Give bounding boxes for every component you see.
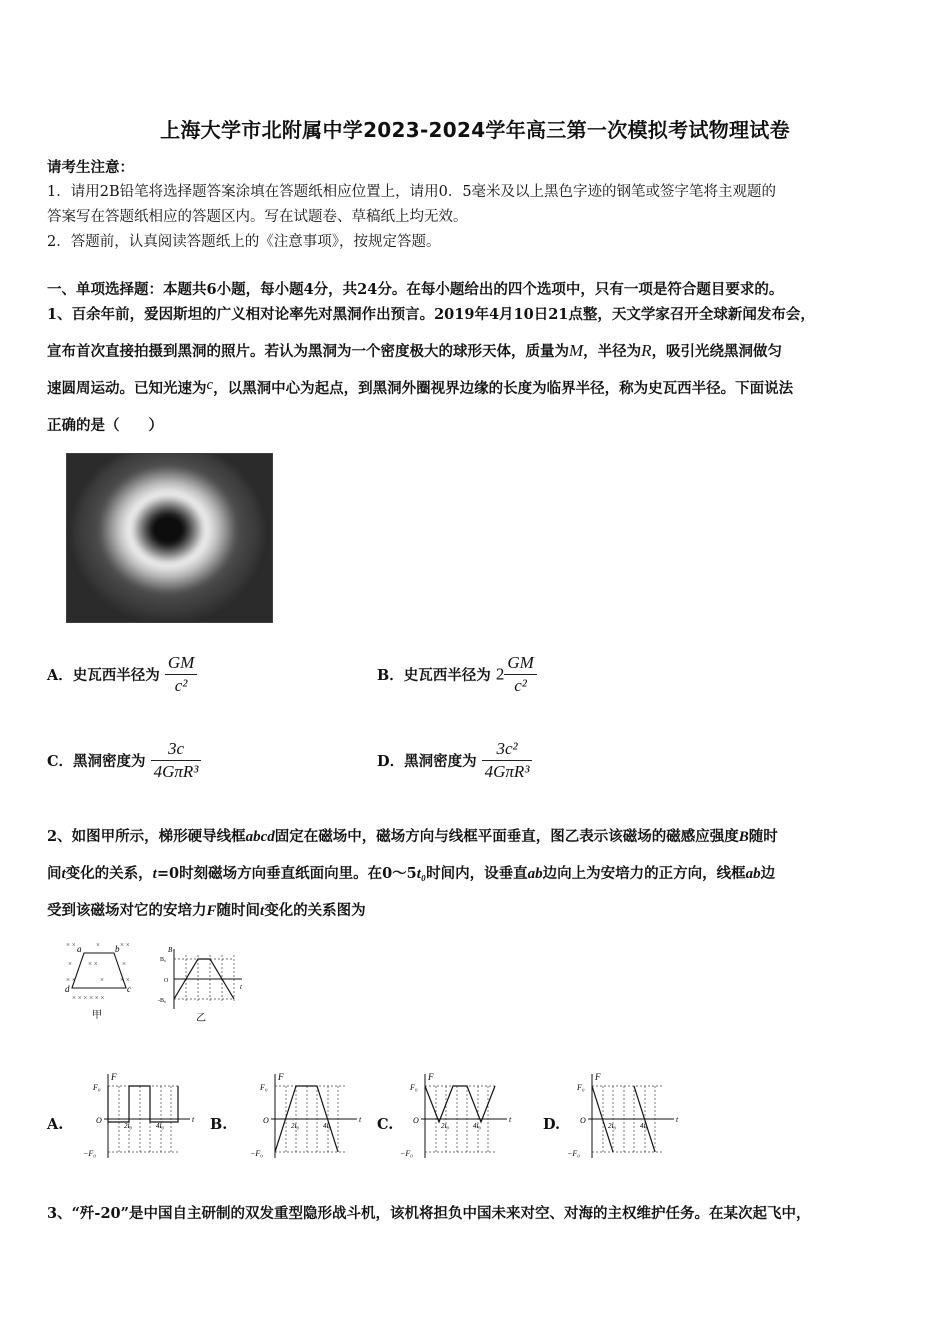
- label-b: b: [115, 944, 120, 954]
- svg-text:O: O: [164, 978, 169, 984]
- q1-option-d[interactable]: D．黑洞密度为 $\frac{\text{3c²}}{\text{4GπR³}}$: [377, 738, 532, 783]
- tick-neg-f0: −F₀: [83, 1149, 97, 1158]
- tick-4t0: 4t₀: [323, 1122, 331, 1130]
- q2-choice-c-graph[interactable]: [395, 1070, 520, 1158]
- tick-neg-f0: −F₀: [567, 1149, 581, 1158]
- q3-line-1: 3、“歼-20”是中国自主研制的双发重型隐形战斗机，该机将担负中国未来对空、对海的主权维护任务。在某次起飞中，: [47, 1205, 811, 1222]
- figure-yi: [158, 945, 248, 1025]
- svg-text:× ×: × ×: [88, 960, 98, 968]
- q2-line-2: 间t变化的关系，t=0时刻磁场方向垂直纸面向里。在0～5t₀时间内，设垂直ab边向上为安培力的正方向，线框ab边: [47, 865, 776, 882]
- var-r: R: [641, 341, 652, 360]
- svg-text:× ×: × ×: [66, 976, 76, 984]
- svg-text:× ×: × ×: [66, 941, 76, 949]
- tick-f0: F₀: [93, 1083, 101, 1092]
- q2-choice-c-letter[interactable]: C.: [377, 1116, 394, 1133]
- axis-label-t: t: [359, 1115, 362, 1124]
- label-d: d: [65, 984, 70, 994]
- notice-line-1a: 1．请用2B铅笔将选择题答案涂填在答题纸相应位置上，请用0．5毫米及以上黑色字迹的钢笔或签字笔将主观题的: [47, 184, 777, 200]
- tick-4t0: 4t₀: [473, 1122, 481, 1130]
- q2-choice-b-letter[interactable]: B.: [210, 1116, 228, 1133]
- axis-label-f: F: [111, 1072, 117, 1082]
- origin-label: O: [580, 1116, 586, 1125]
- axis-label-t: t: [192, 1115, 195, 1124]
- tick-f0: F₀: [260, 1083, 268, 1092]
- tick-f0: F₀: [577, 1083, 585, 1092]
- svg-text:B: B: [168, 946, 173, 954]
- svg-text:× ×: × ×: [120, 941, 130, 949]
- q1-option-b[interactable]: B．史瓦西半径为 2 $\frac{GM}{\text{c²}}$: [377, 652, 537, 697]
- axis-label-f: F: [428, 1072, 434, 1082]
- tick-4t0: 4t₀: [640, 1122, 648, 1130]
- svg-text:×: ×: [96, 941, 100, 949]
- section-heading: 一、单项选择题：本题共6小题，每小题4分，共24分。在每小题给出的四个选项中，只有一项是符合题目要求的。: [47, 281, 784, 298]
- svg-text:t: t: [240, 983, 242, 991]
- svg-text:×: ×: [122, 960, 126, 968]
- tick-2t0: 2t₀: [124, 1122, 132, 1130]
- svg-text:× ×: × ×: [120, 976, 130, 984]
- notice-line-1b: 答案写在答题纸相应的答题区内。写在试题卷、草稿纸上均无效。: [47, 209, 468, 225]
- svg-text:× × × × × ×: × × × × × ×: [72, 994, 105, 1002]
- tick-neg-f0: −F₀: [400, 1149, 414, 1158]
- label-a: a: [77, 944, 82, 954]
- var-c: c: [206, 377, 214, 393]
- caption-jia: 甲: [92, 1010, 102, 1021]
- q1-line-1: 1、百余年前，爱因斯坦的广义相对论率先对黑洞作出预言。2019年4月10日21点整，天文学家召开全球新闻发布会，: [47, 306, 815, 323]
- q1-line-2: 宣布首次直接拍摄到黑洞的照片。若认为黑洞为一个密度极大的球形天体，质量为M，半径为R，吸引光绕黑洞做匀: [47, 341, 783, 360]
- label-c: c: [127, 984, 131, 994]
- axis-label-t: t: [509, 1115, 512, 1124]
- figure-jia: [62, 938, 142, 1022]
- q2-choice-d-graph[interactable]: [562, 1070, 687, 1158]
- tick-2t0: 2t₀: [441, 1122, 449, 1130]
- q1-option-c[interactable]: C．黑洞密度为 $\frac{3c}{\text{4GπR³}}$: [47, 738, 201, 783]
- q2-choice-a-graph[interactable]: [78, 1070, 198, 1158]
- tick-2t0: 2t₀: [608, 1122, 616, 1130]
- origin-label: O: [263, 1116, 269, 1125]
- svg-text:×: ×: [68, 960, 72, 968]
- tick-f0: F₀: [410, 1083, 418, 1092]
- black-hole-image: [66, 453, 273, 623]
- svg-text:B₀: B₀: [160, 957, 167, 963]
- q2-line-1: 2、如图甲所示，梯形硬导线框abcd固定在磁场中，磁场方向与线框平面垂直，图乙表示该磁场的磁感应强度B随时: [47, 828, 778, 845]
- q2-choice-d-letter[interactable]: D.: [543, 1116, 561, 1133]
- svg-text:-B₀: -B₀: [158, 998, 167, 1004]
- page-title: 上海大学市北附属中学2023-2024学年高三第一次模拟考试物理试卷: [160, 118, 790, 142]
- caption-yi: 乙: [196, 1013, 206, 1024]
- var-m: M: [569, 341, 584, 360]
- q2-choice-a-letter[interactable]: A.: [47, 1116, 64, 1133]
- axis-label-t: t: [676, 1115, 679, 1124]
- q1-line-3: 速圆周运动。已知光速为c，以黑洞中心为起点，到黑洞外圈视界边缘的长度为临界半径，称为史瓦西半径。下面说法: [47, 377, 794, 397]
- tick-4t0: 4t₀: [156, 1122, 164, 1130]
- origin-label: O: [413, 1116, 419, 1125]
- tick-2t0: 2t₀: [291, 1122, 299, 1130]
- axis-label-f: F: [595, 1072, 601, 1082]
- origin-label: O: [96, 1116, 102, 1125]
- tick-neg-f0: −F₀: [250, 1149, 264, 1158]
- notice-line-2: 2．答题前，认真阅读答题纸上的《注意事项》，按规定答题。: [47, 234, 441, 250]
- axis-label-f: F: [278, 1072, 284, 1082]
- q2-line-3: 受到该磁场对它的安培力F随时间t变化的关系图为: [47, 902, 366, 919]
- notice-heading: 请考生注意：: [47, 159, 134, 176]
- q2-choice-b-graph[interactable]: [245, 1070, 365, 1158]
- q1-line-4: 正确的是（ ）: [47, 417, 163, 434]
- svg-text:×: ×: [100, 976, 104, 984]
- q1-option-a[interactable]: A．史瓦西半径为 $\frac{GM}{\text{c²}}$: [47, 652, 197, 697]
